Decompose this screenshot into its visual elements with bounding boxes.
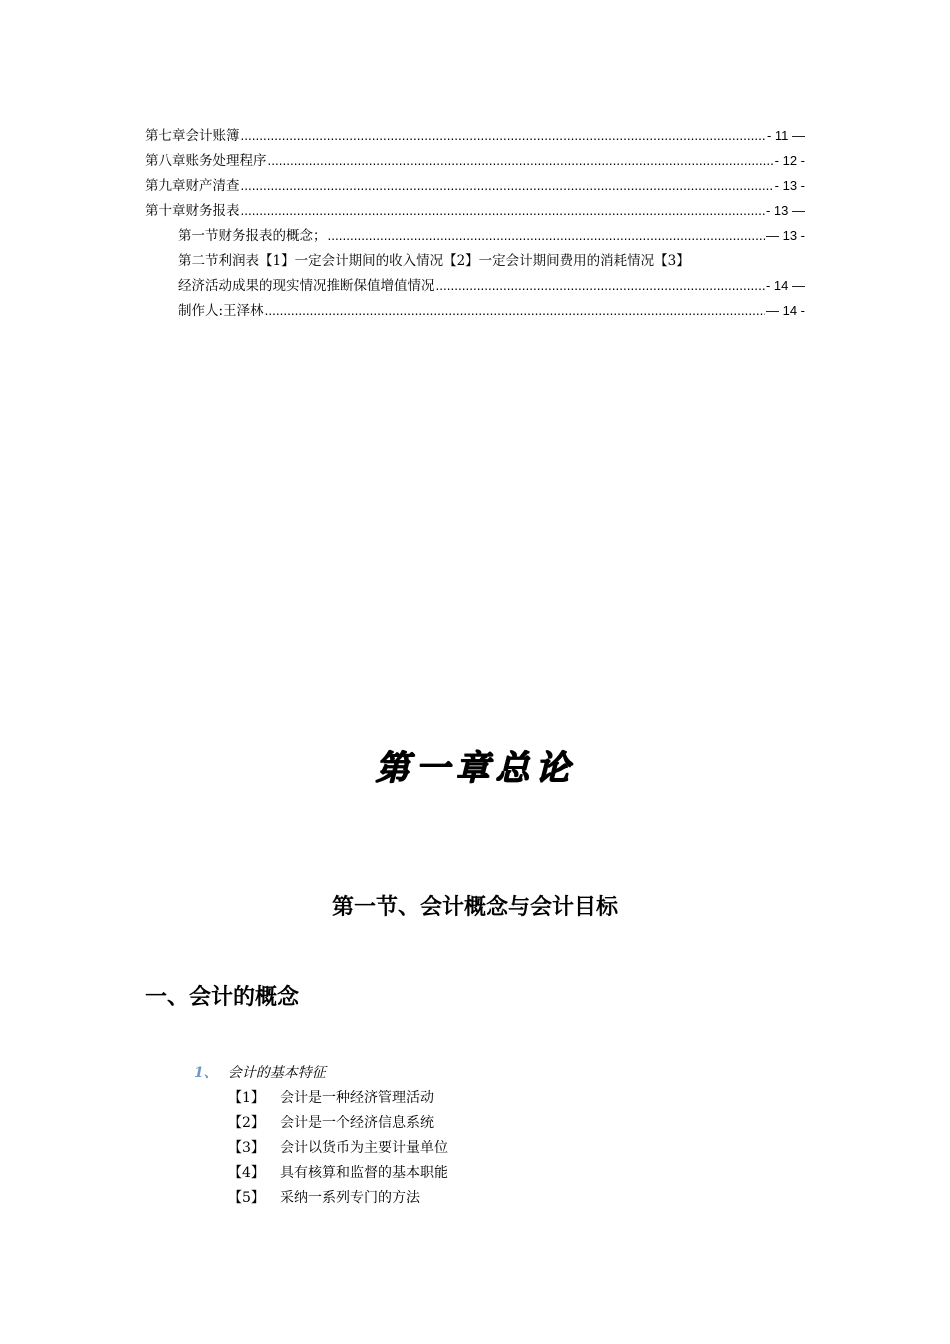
toc-entry-page: — 13 - — [765, 228, 805, 243]
list-item-number: 【5】 — [228, 1189, 265, 1206]
subsection-number: 1、 — [194, 1065, 218, 1081]
toc-entry-chapter-8[interactable] — [145, 149, 805, 174]
list-item — [228, 1084, 448, 1109]
toc-leader-dots — [241, 128, 766, 143]
heading-concept: 一、会计的概念 — [145, 985, 300, 1010]
toc-entry-page: - 12 - — [774, 153, 805, 168]
toc-leader-dots — [436, 278, 765, 293]
table-of-contents — [145, 124, 805, 324]
list-item-number: 【4】 — [228, 1164, 265, 1181]
chapter-title: 第一章总论 — [375, 748, 575, 788]
list-item-text: 具有核算和监督的基本职能 — [280, 1164, 448, 1181]
toc-leader-dots — [241, 203, 765, 218]
toc-entry-title: 第七章会计账簿 — [145, 128, 240, 144]
toc-entry-chapter-7[interactable] — [145, 124, 805, 149]
list-item — [228, 1159, 448, 1184]
toc-entry-section-2-line2[interactable] — [145, 274, 805, 299]
list-item — [228, 1134, 448, 1159]
toc-entry-title: 第八章账务处理程序 — [145, 153, 267, 169]
list-item — [228, 1184, 448, 1209]
toc-leader-dots — [328, 228, 765, 243]
toc-entry-page: - 14 — — [765, 278, 805, 293]
list-item-text: 会计是一个经济信息系统 — [280, 1114, 434, 1131]
list-item-text: 会计以货币为主要计量单位 — [280, 1139, 448, 1156]
list-item — [228, 1109, 448, 1134]
list-item-number: 【1】 — [228, 1089, 265, 1106]
toc-leader-dots — [241, 178, 774, 193]
toc-entry-page: - 13 - — [774, 178, 805, 193]
toc-entry-title: 第十章财务报表 — [145, 203, 240, 219]
toc-entry-chapter-10[interactable] — [145, 199, 805, 224]
toc-entry-title: 第一节财务报表的概念； — [178, 228, 327, 244]
subsection-title: 会计的基本特征 — [227, 1065, 326, 1081]
toc-entry-chapter-9[interactable] — [145, 174, 805, 199]
toc-entry-title: 第二节利润表【1】一定会计期间的收入情况【2】一定会计期间费用的消耗情况【3】 — [178, 253, 690, 269]
list-item-text: 采纳一系列专门的方法 — [280, 1189, 420, 1206]
list-item-text: 会计是一种经济管理活动 — [280, 1089, 434, 1106]
list-item-number: 【3】 — [228, 1139, 265, 1156]
subsection-heading — [194, 1062, 326, 1082]
toc-entry-title: 经济活动成果的现实情况推断保值增值情况 — [178, 278, 435, 294]
toc-leader-dots — [265, 303, 765, 318]
toc-entry-page: - 13 — — [765, 203, 805, 218]
toc-entry-section-2-line1[interactable] — [145, 249, 805, 274]
toc-entry-title: 第九章财产清查 — [145, 178, 240, 194]
toc-entry-author[interactable] — [145, 299, 805, 324]
toc-entry-page: — 14 - — [765, 303, 805, 318]
feature-list — [228, 1084, 448, 1209]
list-item-number: 【2】 — [228, 1114, 265, 1131]
toc-entry-title: 制作人:王泽林 — [178, 303, 264, 319]
toc-entry-section-1[interactable] — [145, 224, 805, 249]
section-title: 第一节、会计概念与会计目标 — [331, 895, 618, 920]
toc-entry-page: - 11 — — [766, 128, 805, 143]
toc-leader-dots — [268, 153, 774, 168]
